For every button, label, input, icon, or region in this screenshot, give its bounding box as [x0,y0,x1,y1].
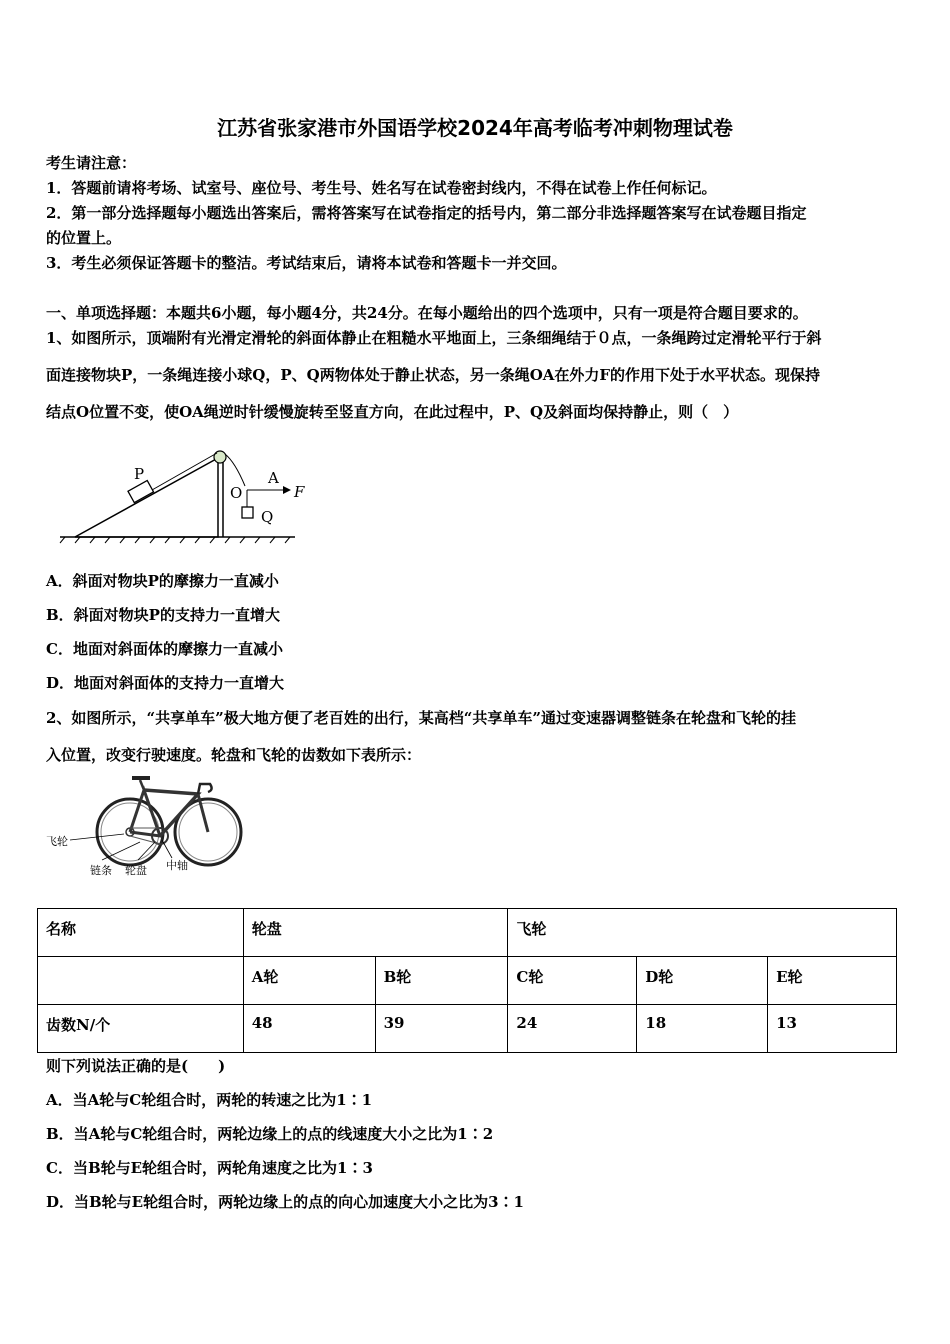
q2-ask: 则下列说法正确的是( ) [46,1057,226,1075]
header-name: 名称 [38,909,244,957]
wheel-b: B轮 [375,957,508,1005]
notice-line-3: 3．考生必须保证答题卡的整洁。考试结束后，请将本试卷和答题卡一并交回。 [46,254,567,272]
leader-axle [162,840,172,858]
q2-stem-line-2: 入位置，改变行驶速度。轮盘和飞轮的齿数如下表所示： [46,746,422,764]
header-flywheel: 飞轮 [508,909,897,957]
teeth-a: 48 [243,1005,375,1053]
q2-option-c: C．当B轮与E轮组合时，两轮角速度之比为1∶3 [46,1159,373,1177]
wheel-e: E轮 [768,957,897,1005]
label-f: F [294,483,305,501]
q1-option-d: D．地面对斜面体的支持力一直增大 [46,674,285,692]
force-arrow [283,486,291,494]
table-row [38,957,897,1005]
q2-option-d: D．当B轮与E轮组合时，两轮边缘上的点的向心加速度大小之比为3∶1 [46,1193,524,1211]
ball-q [242,507,253,518]
teeth-c: 24 [508,1005,637,1053]
header-chainring: 轮盘 [243,909,508,957]
q1-option-c: C．地面对斜面体的摩擦力一直减小 [46,640,283,658]
label-a: A [268,469,279,487]
label-p: P [134,465,145,483]
label-chain: 链条 [90,864,112,877]
gear-teeth-table [37,908,897,1053]
label-flywheel: 飞轮 [46,835,68,848]
page-title: 江苏省张家港市外国语学校2024年高考临考冲刺物理试卷 [217,116,733,140]
table-row [38,909,897,957]
q1-stem-line-3: 结点O位置不变，使OA绳逆时针缓慢旋转至竖直方向，在此过程中，P、Q及斜面均保持静止，则（ ） [46,403,739,421]
label-chainring: 轮盘 [125,864,147,877]
ground-hatch [60,537,290,543]
wheel-a: A轮 [243,957,375,1005]
rope-over-pulley [225,454,245,486]
notice-line-2-cont: 的位置上。 [46,229,122,247]
block-p [128,481,154,503]
notice-heading: 考生请注意： [46,154,137,172]
q2-option-a: A．当A轮与C轮组合时，两轮的转速之比为1∶1 [46,1091,373,1109]
q2-option-b: B．当A轮与C轮组合时，两轮边缘上的点的线速度大小之比为1∶2 [46,1125,494,1143]
label-axle: 中轴 [166,859,188,872]
wheel-c: C轮 [508,957,637,1005]
notice-line-1: 1．答题前请将考场、试室号、座位号、考生号、姓名写在试卷密封线内，不得在试卷上作任何标记。 [46,179,717,197]
wheel-d: D轮 [637,957,768,1005]
section-heading: 一、单项选择题：本题共6小题，每小题4分，共24分。在每小题给出的四个选项中，只有一项是符合题目要求的。 [46,304,808,322]
q1-option-a: A．斜面对物块P的摩擦力一直减小 [46,572,279,590]
teeth-d: 18 [637,1005,768,1053]
empty-cell [38,957,244,1005]
table-row [38,1005,897,1053]
q1-option-b: B．斜面对物块P的支持力一直增大 [46,606,280,624]
teeth-b: 39 [375,1005,508,1053]
incline-body [75,458,218,537]
q2-stem-line-1: 2、如图所示，“共享单车”极大地方便了老百姓的出行，某高档“共享单车”通过变速器调整链条在轮盘和飞轮的挂 [46,709,796,727]
incline-pulley-figure [55,440,335,550]
label-o: O [230,484,243,502]
teeth-e: 13 [768,1005,897,1053]
notice-line-2: 2．第一部分选择题每小题选出答案后，需将答案写在试卷指定的括号内，第二部分非选择题答案写在试卷题目指定 [46,204,807,222]
q1-stem-line-2: 面连接物块P，一条绳连接小球Q，P、Q两物体处于静止状态，另一条绳OA在外力F的作用下处于水平状态。现保持 [46,366,821,384]
bicycle-figure [40,772,250,882]
teeth-row-label: 齿数N/个 [38,1005,244,1053]
pulley [214,451,226,463]
label-q: Q [261,508,274,526]
rope-to-p [152,453,217,490]
q1-stem-line-1: 1、如图所示，顶端附有光滑定滑轮的斜面体静止在粗糙水平地面上，三条细绳结于０点，一条绳跨过定滑轮平行于斜 [46,329,822,347]
